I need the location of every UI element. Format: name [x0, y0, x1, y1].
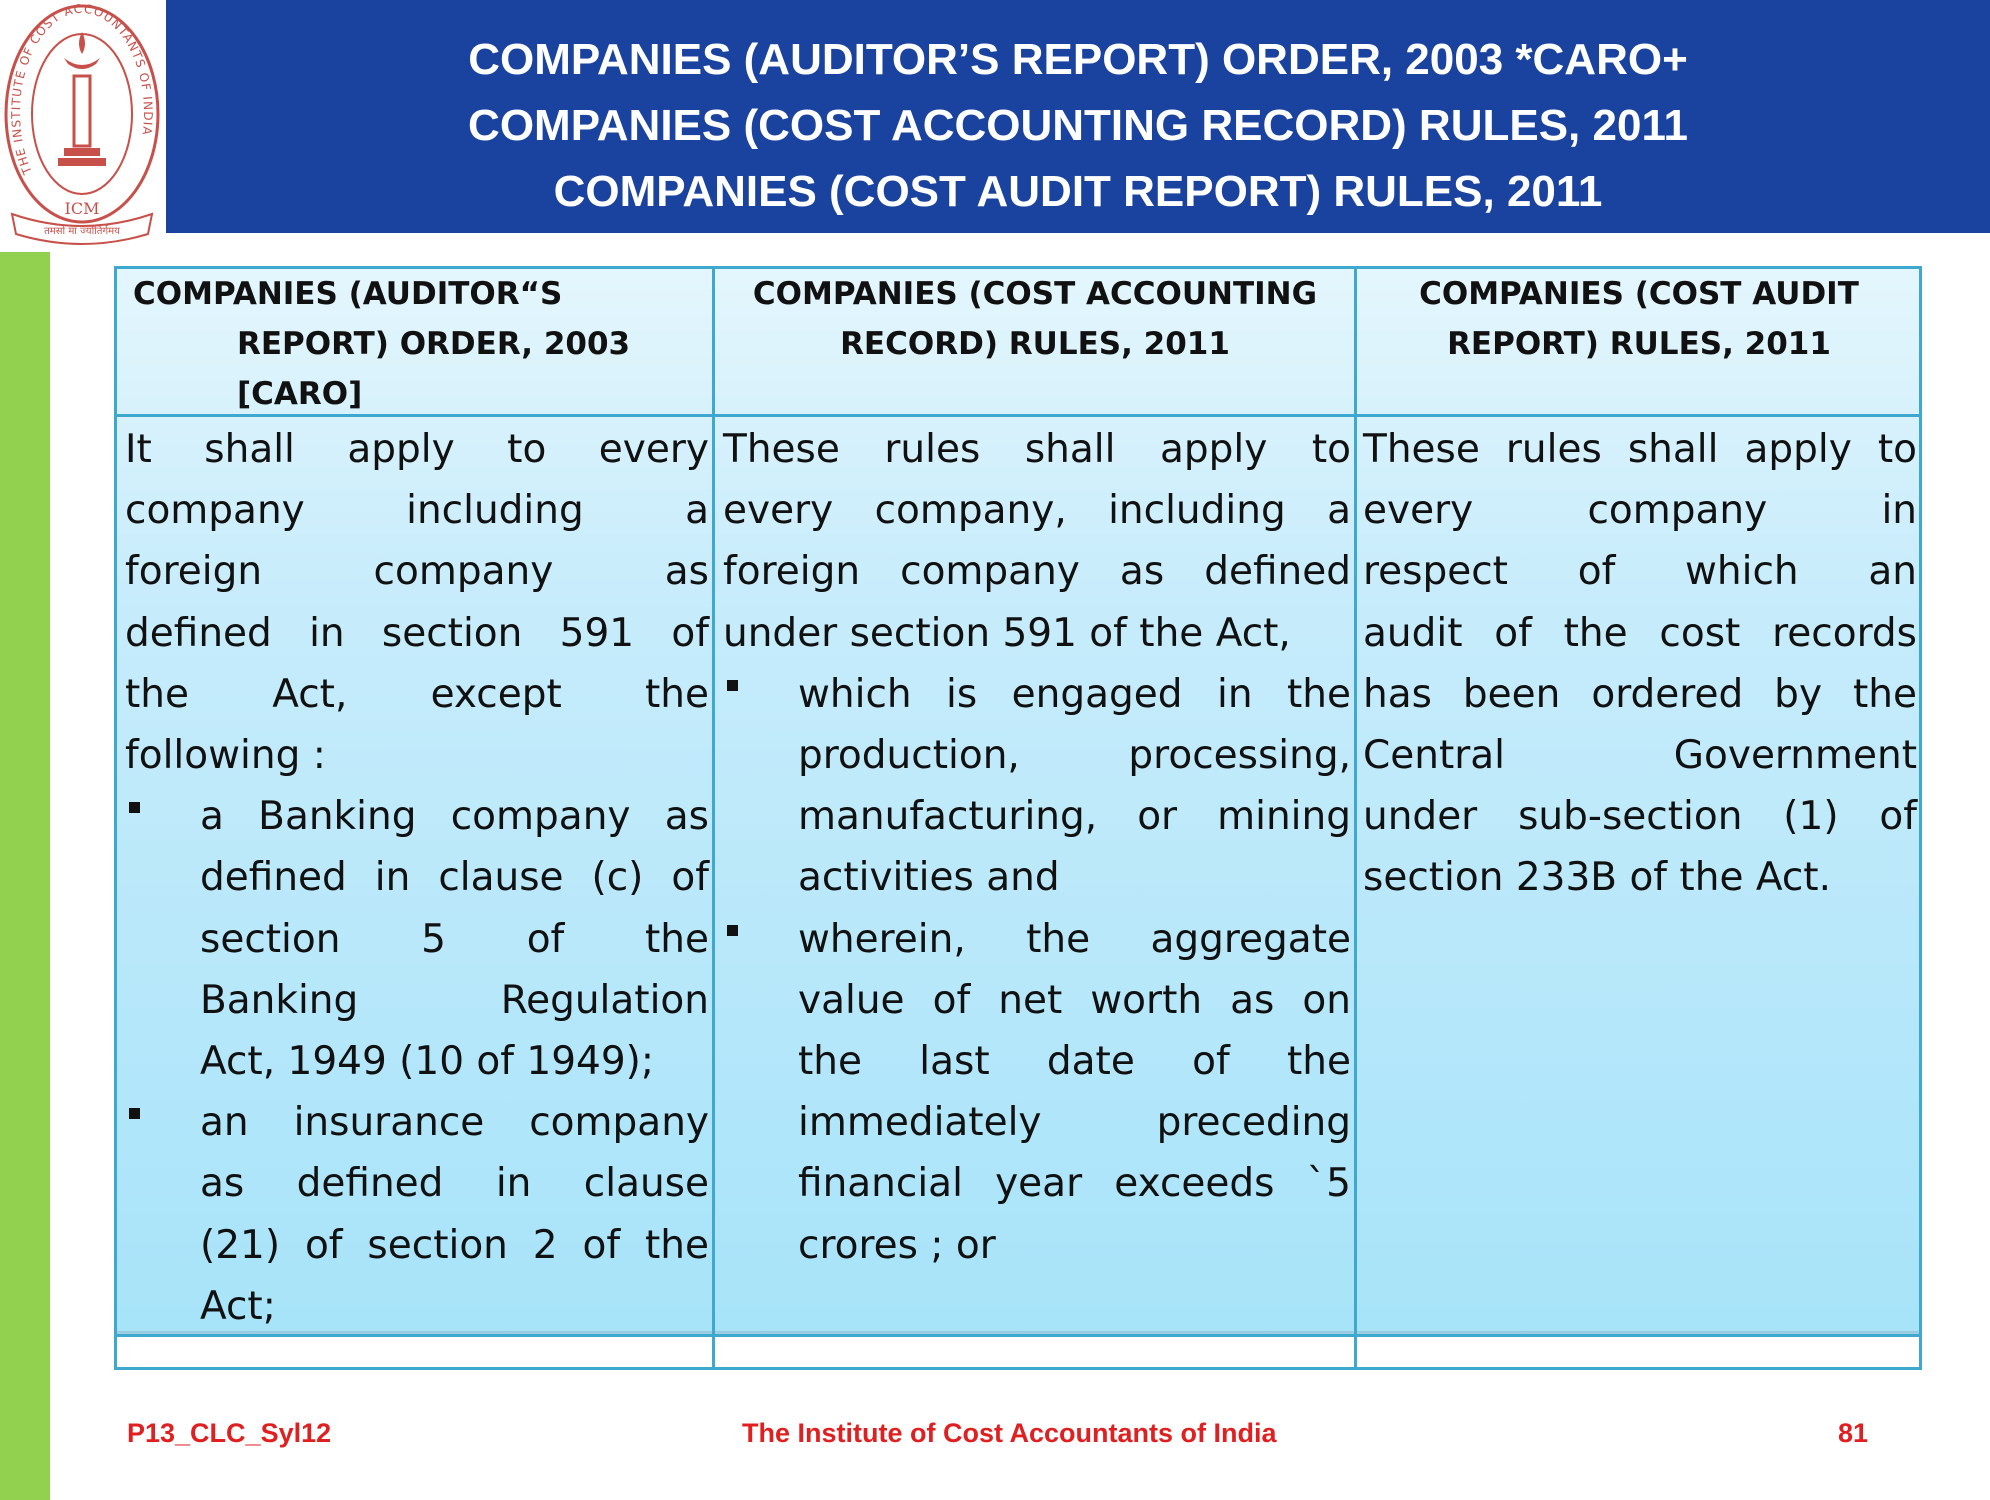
- logo-monogram: ICM: [64, 199, 100, 218]
- table-empty-row: [117, 1337, 1919, 1367]
- column-heading-caro: COMPANIES (AUDITOR“S REPORT) ORDER, 2003 [CARO]: [133, 276, 631, 412]
- cost-audit-applicability-text: These rules shall apply to every company in respect of which an audit of the cost records has been ordered by the Central Government under sub-section (1) of section 233B of the Act.: [1363, 427, 1917, 901]
- institute-logo: [2, 2, 162, 246]
- list-item: an insurance company as defined in clause (21) of section 2 of the Act;: [125, 1092, 709, 1337]
- bullet-icon: [129, 1108, 140, 1119]
- page-number: 81: [1838, 1418, 1869, 1448]
- bullet-icon: [129, 802, 140, 813]
- left-accent-bar: [0, 252, 50, 1500]
- list-item: which is engaged in the production, processing, manufacturing, or mining activities and: [723, 664, 1351, 909]
- footer-institute-name: The Institute of Cost Accountants of India: [742, 1418, 1277, 1448]
- cost-accounting-applicability-text: These rules shall apply to every company, including a foreign company as defined under section 591 of the Act, which is engaged in the production, processing, manufacturing, or mining activities and wherein, the aggregate value of net worth as on the last date of the immediately preceding financial year exceeds `5 crores ; or: [723, 419, 1351, 1276]
- slide-title-banner: [166, 0, 1990, 233]
- logo-ring-text: THE INSTITUTE OF COST ACCOUNTANTS OF INDIA: [8, 2, 156, 177]
- column-heading-cost-accounting: COMPANIES (COST ACCOUNTING RECORD) RULES, 2011: [752, 276, 1318, 362]
- title-line-caro: COMPANIES (AUDITOR’S REPORT) ORDER, 2003 *CARO+: [468, 35, 1688, 84]
- comparison-table: [114, 266, 1922, 1370]
- title-line-cost-accounting: COMPANIES (COST ACCOUNTING RECORD) RULES, 2011: [468, 101, 1688, 150]
- column-divider: [712, 269, 715, 1367]
- title-line-cost-audit: COMPANIES (COST AUDIT REPORT) RULES, 2011: [553, 167, 1603, 216]
- column-heading-cost-audit: COMPANIES (COST AUDIT REPORT) RULES, 2011: [1419, 276, 1859, 362]
- logo-motto: तमसो मा ज्योतिर्गमय: [44, 226, 120, 237]
- list-item: a Banking company as defined in clause (c) of section 5 of the Banking Regulation Act, 1949 (10 of 1949);: [125, 786, 709, 1092]
- caro-applicability-text: It shall apply to every company including a foreign company as defined in section 591 of the Act, except the following : a Banking company as defined in clause (c) of section 5 of the Banking Regulation Act, 1949 (10 of 1949); an insurance company as defined in clause (21) of section 2 of the Act;: [125, 419, 709, 1337]
- column-divider: [1354, 269, 1357, 1367]
- list-item: wherein, the aggregate value of net worth as on the last date of the immediately preceding financial year exceeds `5 crores ; or: [723, 909, 1351, 1276]
- bullet-icon: [727, 925, 738, 936]
- bullet-icon: [727, 680, 738, 691]
- footer-course-code: P13_CLC_Syl12: [127, 1418, 332, 1448]
